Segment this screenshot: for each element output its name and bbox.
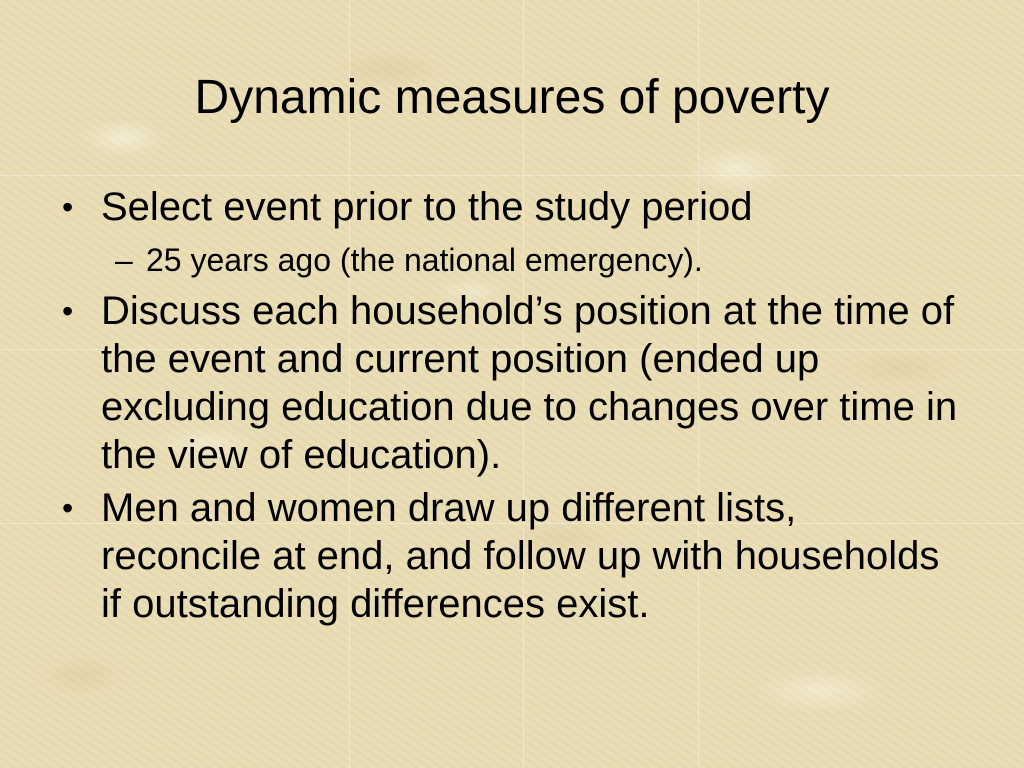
bullet-icon: • — [62, 293, 74, 329]
bullet-text: Men and women draw up different lists, reconcile at end, and follow up with households if outstanding differences exist. — [101, 486, 940, 626]
bullet-text: Discuss each household’s position at the time of the event and current position (ended up excluding education due to changes over time in the view of education). — [101, 289, 958, 477]
background-seam — [0, 175, 1024, 176]
bullet-icon: • — [62, 490, 74, 526]
sub-bullet-text: 25 years ago (the national emergency). — [146, 242, 703, 278]
dash-icon: – — [115, 242, 133, 278]
slide-title: Dynamic measures of poverty — [194, 71, 830, 124]
bullet-item — [58, 183, 958, 231]
bullet-icon: • — [62, 189, 74, 225]
bullet-item — [58, 287, 958, 479]
bullet-list — [58, 183, 958, 633]
sub-bullet-item — [101, 236, 958, 284]
bullet-text: Select event prior to the study period — [101, 185, 753, 229]
bullet-item — [58, 484, 958, 628]
